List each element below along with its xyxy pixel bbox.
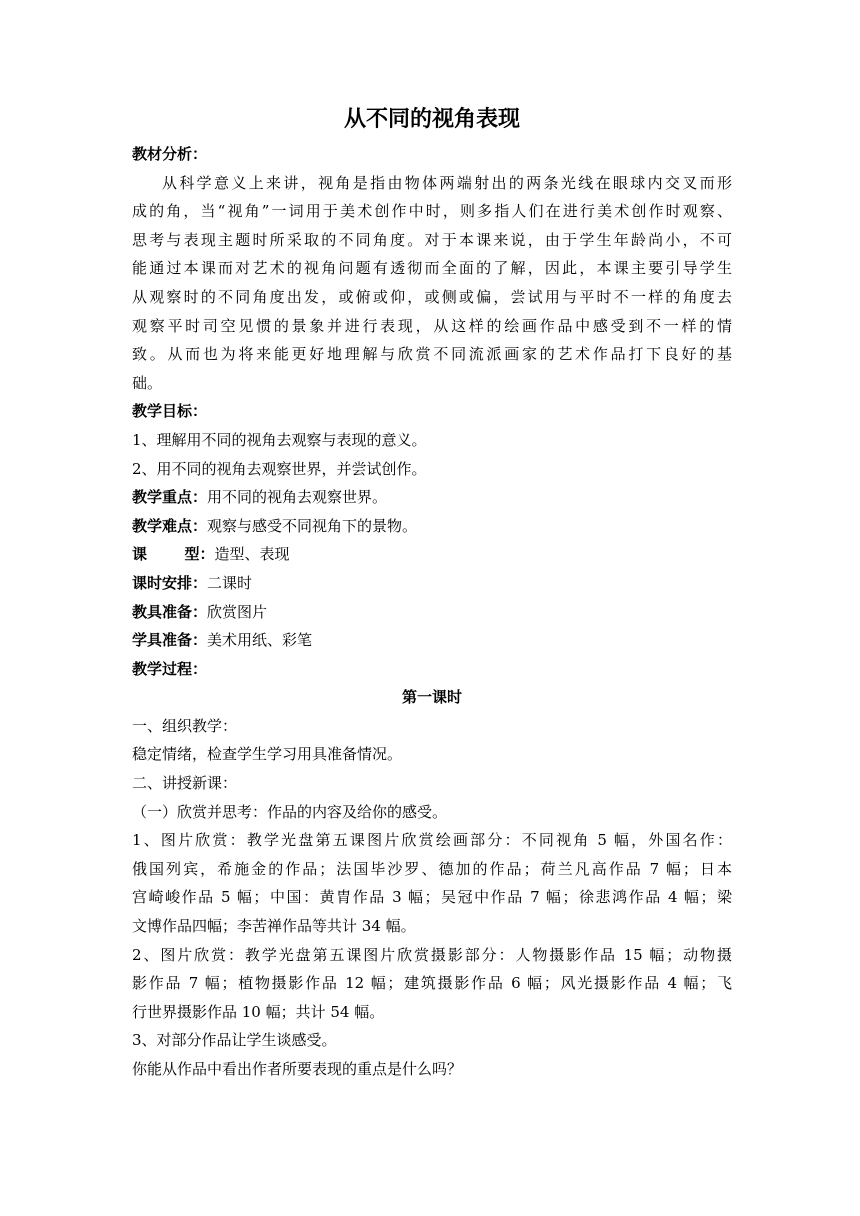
- teacher-tools-row: [132, 598, 732, 627]
- student-tools-row: [132, 626, 732, 655]
- lesson-type-label-b: 型：: [184, 545, 215, 564]
- student-tools-label: 学具准备：: [132, 631, 208, 650]
- focus-value: 用不同的视角去观察世界。: [207, 488, 388, 507]
- photo-appreciation-paragraph: [132, 941, 732, 1027]
- teacher-tools-value: 欣赏图片: [207, 602, 268, 621]
- closing-line: 3、对部分作品让学生谈感受。: [132, 1031, 337, 1050]
- document-title: 从不同的视角表现: [343, 107, 520, 132]
- paragraph-line: 1、图片欣赏：教学光盘第五课图片欣赏绘画部分：不同视角 5 幅，外国名作：: [132, 831, 732, 850]
- goal-item: 2、用不同的视角去观察世界，并尝试创作。: [132, 459, 427, 478]
- paragraph-line: 文博作品四幅；李苦禅作品等共计 34 幅。: [132, 917, 416, 936]
- document-page: [132, 100, 732, 1084]
- difficulty-label: 教学难点：: [132, 516, 208, 535]
- analysis-line: 成的角，当“视角”一词用于美术创作中时，则多指人们在进行美术创作时观察、: [132, 202, 732, 221]
- difficulty-row: [132, 512, 732, 541]
- lesson-type-label-a: 课: [132, 545, 185, 564]
- goal-item: 1、理解用不同的视角去观察与表现的意义。: [132, 430, 427, 449]
- process-heading: 教学过程：: [132, 659, 208, 678]
- lesson-type-row: [132, 540, 732, 569]
- painting-appreciation-paragraph: [132, 826, 732, 940]
- process-line: 二、讲授新课：: [132, 774, 238, 793]
- paragraph-line: 行世界摄影作品 10 幅；共计 54 幅。: [132, 1002, 385, 1021]
- process-line: 稳定情绪，检查学生学习用具准备情况。: [132, 745, 403, 764]
- goals-heading: 教学目标：: [132, 402, 208, 421]
- analysis-line: 能通过本课而对艺术的视角问题有透彻而全面的了解，因此，本课主要引导学生: [132, 259, 732, 278]
- focus-label: 教学重点：: [132, 488, 208, 507]
- analysis-line: 础。: [132, 373, 163, 392]
- paragraph-line: 俄国列宾，希施金的作品；法国毕沙罗、德加的作品；荷兰凡高作品 7 幅；日本: [132, 859, 732, 878]
- analysis-line: 从科学意义上来讲，视角是指由物体两端射出的两条光线在眼球内交叉而形: [162, 173, 732, 192]
- teacher-tools-label: 教具准备：: [132, 602, 208, 621]
- difficulty-value: 观察与感受不同视角下的景物。: [207, 516, 418, 535]
- paragraph-line: 影作品 7 幅；植物摄影作品 12 幅；建筑摄影作品 6 幅；风光摄影作品 4 幅；飞: [132, 974, 732, 993]
- paragraph-line: 宫崎峻作品 5 幅；中国：黄胄作品 3 幅；吴冠中作品 7 幅；徐悲鸿作品 4 幅；梁: [132, 888, 732, 907]
- focus-row: [132, 483, 732, 512]
- analysis-paragraph: [132, 169, 732, 398]
- schedule-value: 二课时: [207, 573, 253, 592]
- schedule-label: 课时安排：: [132, 573, 208, 592]
- analysis-heading: 教材分析：: [132, 145, 208, 163]
- paragraph-line: 2、图片欣赏：教学光盘第五课图片欣赏摄影部分：人物摄影作品 15 幅；动物摄: [132, 945, 732, 964]
- student-tools-value: 美术用纸、彩笔: [207, 631, 313, 650]
- analysis-line: 思考与表现主题时所采取的不同角度。对于本课来说，由于学生年龄尚小，不可: [132, 230, 732, 249]
- closing-line: 你能从作品中看出作者所要表现的重点是什么吗？: [132, 1060, 463, 1078]
- lesson-type-value: 造型、表现: [214, 545, 290, 564]
- analysis-line: 从观察时的不同角度出发，或俯或仰，或侧或偏，尝试用与平时不一样的角度去: [132, 287, 732, 306]
- analysis-line: 观察平时司空见惯的景象并进行表现，从这样的绘画作品中感受到不一样的情: [132, 316, 732, 335]
- lesson-heading: 第一课时: [401, 688, 462, 707]
- schedule-row: [132, 569, 732, 598]
- process-line: 一、组织教学：: [132, 716, 238, 735]
- process-line: （一）欣赏并思考：作品的内容及给你的感受。: [132, 802, 448, 821]
- analysis-line: 致。从而也为将来能更好地理解与欣赏不同流派画家的艺术作品打下良好的基: [132, 345, 732, 364]
